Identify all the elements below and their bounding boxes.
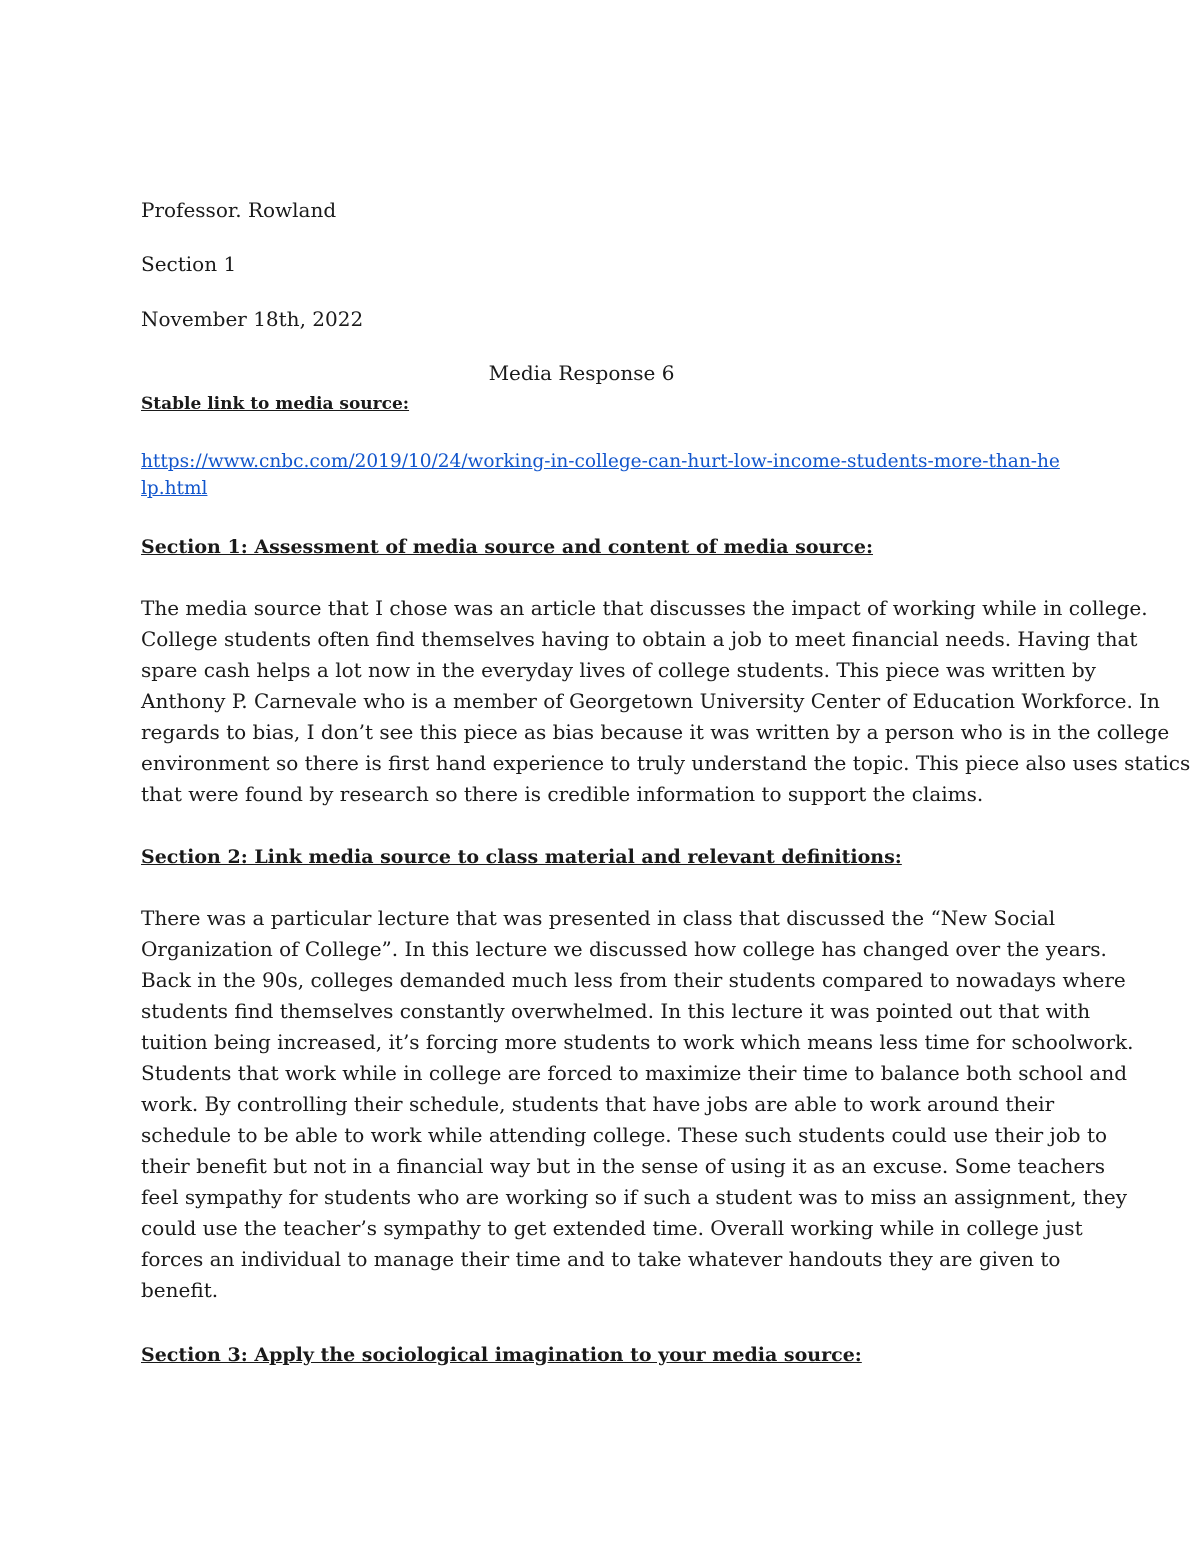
paragraph-line: students find themselves constantly overwhelmed. In this lecture it was pointed out that with [141, 999, 1091, 1023]
paragraph-line: regards to bias, I don’t see this piece as bias because it was written by a person who is in the college [141, 720, 1170, 744]
paragraph-line: feel sympathy for students who are working so if such a student was to miss an assignment, they [141, 1185, 1128, 1209]
paragraph-line: environment so there is first hand experience to truly understand the topic. This piece also uses statics [141, 751, 1191, 775]
paragraph-line: forces an individual to manage their time and to take whatever handouts they are given to [141, 1247, 1061, 1271]
section-1-paragraph [141, 593, 1191, 810]
paragraph-line: College students often find themselves having to obtain a job to meet financial needs. Having that [141, 627, 1138, 651]
paragraph-line: Back in the 90s, colleges demanded much less from their students compared to nowadays where [141, 968, 1126, 992]
paragraph-line: spare cash helps a lot now in the everyday lives of college students. This piece was written by [141, 658, 1096, 682]
section-line: Section 1 [141, 252, 237, 276]
date-line: November 18th, 2022 [141, 307, 364, 331]
paragraph-line: schedule to be able to work while attending college. These such students could use their job to [141, 1123, 1108, 1147]
professor-line: Professor. Rowland [141, 198, 337, 222]
paragraph-line: tuition being increased, it’s forcing more students to work which means less time for schoolwork. [141, 1030, 1134, 1054]
paragraph-line: that were found by research so there is credible information to support the claims. [141, 782, 984, 806]
paragraph-line: Anthony P. Carnevale who is a member of Georgetown University Center of Education Workforce. In [141, 689, 1160, 713]
section-3-heading: Section 3: Apply the sociological imagination to your media source: [141, 1344, 862, 1366]
paragraph-line: Students that work while in college are forced to maximize their time to balance both school and [141, 1061, 1128, 1085]
paragraph-line: could use the teacher’s sympathy to get extended time. Overall working while in college just [141, 1216, 1083, 1240]
stable-link-label: Stable link to media source: [141, 394, 410, 414]
paragraph-line: work. By controlling their schedule, students that have jobs are able to work around their [141, 1092, 1055, 1116]
section-2-heading: Section 2: Link media source to class material and relevant definitions: [141, 846, 902, 868]
section-2-paragraph [141, 903, 1134, 1306]
document-title: Media Response 6 [488, 361, 675, 385]
paragraph-line: There was a particular lecture that was presented in class that discussed the “New Social [141, 906, 1056, 930]
paragraph-line: their benefit but not in a financial way but in the sense of using it as an excuse. Some teachers [141, 1154, 1106, 1178]
paragraph-line: The media source that I chose was an article that discusses the impact of working while in college. [141, 596, 1148, 620]
section-1-heading: Section 1: Assessment of media source and content of media source: [141, 536, 873, 558]
paragraph-line: Organization of College”. In this lecture we discussed how college has changed over the years. [141, 937, 1107, 961]
paragraph-line: benefit. [141, 1278, 219, 1302]
media-source-link[interactable]: https://www.cnbc.com/2019/10/24/working-in-college-can-hurt-low-income-students-more-than-help.html [141, 451, 1060, 499]
